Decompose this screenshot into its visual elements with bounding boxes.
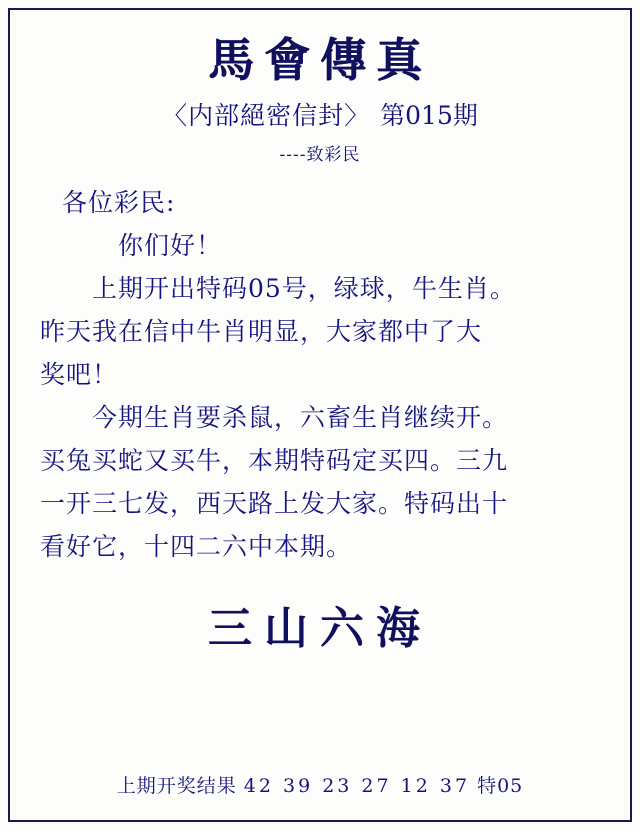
page-content [10,10,630,820]
letter-line-4: 今期生肖要杀鼠，六畜生肖继续开。 [92,403,509,433]
previous-draw-label: 上期开奖结果 [116,775,237,797]
letter-line-6: 一开三七发，西天路上发大家。特码出十 [40,489,509,519]
previous-draw-result [10,771,630,798]
letter-line-5: 买兔买蛇又买牛，本期特码定买四。三九 [40,446,509,476]
page-border [8,8,632,822]
issue-number: 第015期 [380,101,478,131]
subtitle-row [40,96,600,132]
previous-draw-numbers: 42 39 23 27 12 37 [243,775,471,797]
letter-line-7: 看好它，十四二六中本期。 [40,532,353,562]
letter-line-3: 奖吧！ [40,360,119,390]
highlight-phrase: 三山六海 [208,603,432,655]
dedication-line: ----致彩民 [279,145,361,166]
previous-draw-special: 特05 [477,775,524,797]
letter-body [40,183,600,566]
greeting: 你们好！ [118,231,223,261]
salutation: 各位彩民: [62,188,176,218]
letter-line-2: 昨天我在信中牛肖明显，大家都中了大 [40,317,483,347]
letter-line-1: 上期开出特码05号，绿球，牛生肖。 [92,274,516,304]
subtitle-text: 〈内部絕密信封〉 [162,101,371,131]
page-title: 馬會傳真 [208,33,432,87]
